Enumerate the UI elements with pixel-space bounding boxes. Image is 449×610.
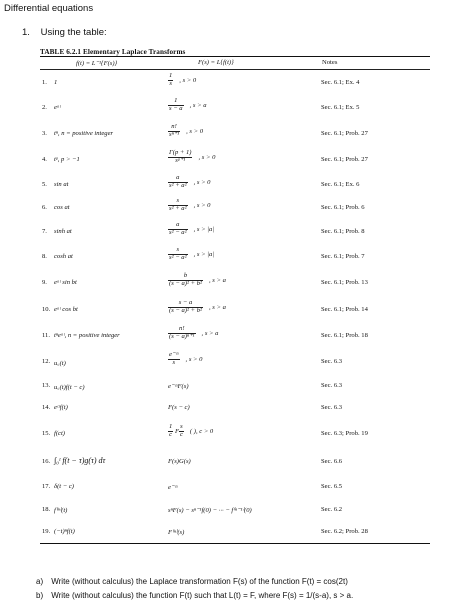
part-a-label: a)	[36, 577, 44, 586]
table-row: 3. tⁿ, n = positive integer $\frac{n!}{\text{sⁿ⁺¹}}$ , s > 0 Sec. 6.1; Prob. 27	[42, 123, 368, 138]
table-row: 14. eᶜᵗf(t) F(s − c) Sec. 6.3	[42, 404, 343, 411]
table-row: 15. f(ct) $\frac{1}{c}$ F $\frac{s}{c}$ ( ), c > 0 Sec. 6.3; Prob. 19	[42, 423, 368, 438]
part-a-text: Write (without calculus) the Laplace transformation F(s) of the function F(t) = cos(2t)	[51, 577, 348, 586]
table-row: 9. eᵃᵗ sin bt $\frac{b}{\text{(s − a)² + b²}}$ , s > a Sec. 6.1; Prob. 13	[42, 272, 368, 287]
header-notes: Notes	[322, 59, 338, 66]
table-row: 10. eᵃᵗ cos bt $\frac{s - a}{\text{(s − a)² + b²}}$ , s > a Sec. 6.1; Prob. 14	[42, 299, 368, 314]
table-title: TABLE 6.2.1 Elementary Laplace Transforms	[40, 48, 186, 56]
part-b	[36, 589, 353, 603]
question-number: 1.	[22, 27, 30, 38]
part-a	[36, 575, 353, 589]
table-body	[40, 70, 430, 543]
table-header-row	[40, 57, 430, 69]
question-text: Using the table:	[40, 27, 107, 38]
table-row: 7. sinh at $\frac{a}{\text{s² − a²}}$ , s > |a| Sec. 6.1; Prob. 8	[42, 221, 365, 236]
table-row: 2. eᵃᵗ $\frac{1}{s - a}$ , s > a Sec. 6.1; Ex. 5	[42, 97, 360, 112]
table-row: 4. tᵖ, p > −1 $\frac{\Gamma(p + 1)}{\text{sᵖ⁺¹}}$ , s > 0 Sec. 6.1; Prob. 27	[42, 149, 368, 164]
table-row: 12. u꜀(t) $\frac{\text{e⁻ᶜˢ}}{s}$ , s > 0 Sec. 6.3	[42, 351, 343, 367]
table-row: 11. tⁿeᵃᵗ, n = positive integer $\frac{n!}{\text{(s − a)ⁿ⁺¹}}$ , s > a Sec. 6.1; Prob. 18	[42, 325, 368, 340]
table-row: 17. δ(t − c) e⁻ᶜˢ Sec. 6.5	[42, 483, 343, 491]
table-row: 13. u꜀(t)f(t − c) e⁻ᶜˢF(s) Sec. 6.3	[42, 382, 343, 391]
sub-questions	[36, 575, 353, 603]
table-row: 8. cosh at $\frac{s}{\text{s² − a²}}$ , s > |a| Sec. 6.1; Prob. 7	[42, 246, 365, 261]
table-row: 1. 1 $\frac{1}{s}$ , s > 0 Sec. 6.1; Ex. 4	[42, 72, 360, 87]
table-row: 5. sin at $\frac{a}{\text{s² + a²}}$ , s > 0 Sec. 6.1; Ex. 6	[42, 174, 360, 189]
laplace-table	[40, 48, 430, 544]
page-title: Differential equations	[4, 3, 94, 14]
table-bottom-rule	[40, 543, 430, 544]
part-b-text: Write (without calculus) the function F(t) such that L(t) = F, where F(s) = 1/(s-a), s > a.	[51, 591, 354, 600]
part-b-label: b)	[36, 591, 44, 600]
table-row: 16. ∫₀ᵗ f(t − τ)g(τ) dτ F(s)G(s) Sec. 6.6	[42, 456, 343, 465]
table-row: 18. f⁽ⁿ⁾(t) sⁿF(s) − sⁿ⁻¹f(0) − ··· − f⁽ⁿ⁻¹⁾(0) Sec. 6.2	[42, 506, 343, 514]
table-row: 19. (−t)ⁿf(t) F⁽ⁿ⁾(s) Sec. 6.2; Prob. 28	[42, 528, 368, 536]
header-f: f(t) = L⁻¹{F(s)}	[76, 60, 118, 67]
question-heading	[22, 27, 107, 38]
table-row: 6. cos at $\frac{s}{\text{s² + a²}}$ , s > 0 Sec. 6.1; Prob. 6	[42, 197, 365, 212]
header-F: F(s) = L{f(t)}	[198, 59, 234, 66]
